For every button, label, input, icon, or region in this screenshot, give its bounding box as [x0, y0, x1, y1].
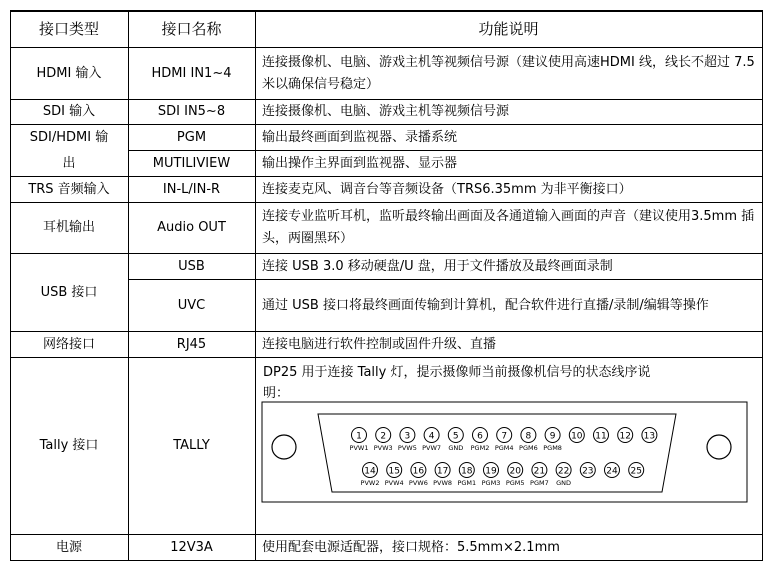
pin-10-number: 10 [571, 431, 583, 442]
dp25-connector-diagram [256, 358, 753, 533]
pin-1-label: PVW1 [349, 444, 369, 452]
row-usb-name: USB [178, 258, 205, 274]
row-sdi-desc: 连接摄像机、电脑、游戏主机等视频信号源 [262, 104, 510, 119]
mounting-hole-right [707, 435, 731, 459]
row-multiview-name: MUTILIVIEW [152, 155, 231, 171]
pin-14-label: PVW2 [360, 479, 380, 487]
tally-desc-cell [256, 358, 753, 533]
pin-25-number: 25 [630, 466, 642, 477]
pin-12-number: 12 [619, 431, 631, 442]
pin-15-number: 15 [388, 466, 400, 477]
row-headphone-type: 耳机输出 [42, 220, 95, 235]
row-output-type: SDI/HDMI 输出 [29, 129, 109, 171]
row-network-desc: 连接电脑进行软件控制或固件升级、直播 [262, 336, 497, 352]
pin-19-label: PGM3 [481, 479, 501, 487]
row-usb-desc: 连接 USB 3.0 移动硬盘/U 盘，用于文件播放及最终画面录制 [262, 258, 613, 274]
row-uvc-desc: 通过 USB 接口将最终画面传输到计算机，配合软件进行直播/录制/编辑等操作 [262, 297, 709, 313]
pin-18-label: PGM1 [457, 479, 477, 487]
header-interface-type: 接口类型 [38, 20, 99, 38]
pin-2-label: PVW3 [373, 444, 393, 452]
pin-1-number: 1 [356, 431, 362, 442]
pin-17-label: PVW8 [433, 479, 453, 487]
row-usb-type: USB 接口 [40, 284, 98, 300]
pin-7-label: PGM4 [494, 444, 514, 452]
pin-23-number: 23 [582, 466, 594, 477]
pin-14-number: 14 [364, 466, 376, 477]
pin-8-number: 8 [525, 431, 532, 442]
pin-4-label: PVW7 [422, 444, 442, 452]
row-power-desc: 使用配套电源适配器，接口规格：5.5mm×2.1mm [262, 539, 560, 555]
pin-15-label: PVW4 [384, 479, 404, 487]
pin-7-number: 7 [501, 431, 508, 442]
pin-16-label: PVW6 [408, 479, 428, 487]
row-sdi-name: SDI IN5~8 [157, 104, 226, 119]
row-hdmi-type: HDMI 输入 [36, 65, 102, 81]
row-trs-type: TRS 音频输入 [28, 181, 110, 197]
mounting-hole-left [272, 435, 296, 459]
row-headphone-name: Audio OUT [157, 220, 226, 235]
pin-9-number: 9 [549, 431, 556, 442]
pin-22-number: 22 [557, 466, 570, 477]
row-trs-name: IN-L/IN-R [162, 181, 221, 197]
pin-6-number: 6 [477, 431, 483, 442]
pin-5-label: GND [448, 444, 464, 452]
pin-8-label: PGM6 [519, 444, 538, 452]
header-function: 功能说明 [478, 20, 539, 38]
pin-13-number: 13 [643, 431, 656, 442]
pin-21-label: PGM7 [530, 479, 549, 487]
row-tally-name: TALLY [173, 438, 210, 453]
pin-2-number: 2 [380, 431, 387, 442]
row-power-name: 12V3A [170, 539, 213, 555]
row-multiview-desc: 输出操作主界面到监视器、显示器 [262, 155, 458, 171]
row-uvc-name: UVC [177, 297, 206, 313]
row-trs-desc: 连接麦克风、调音台等音频设备（TRS6.35mm 为非平衡接口） [262, 181, 632, 197]
row-power-type: 电源 [55, 539, 82, 555]
pin-6-label: PGM2 [470, 444, 490, 452]
pin-3-number: 3 [404, 431, 411, 442]
pin-11-number: 11 [595, 431, 607, 442]
pin-17-number: 17 [436, 466, 449, 477]
row-sdi-type: SDI 输入 [42, 104, 96, 119]
pin-21-number: 21 [533, 466, 546, 477]
row-headphone-desc: 连接专业监听耳机，监听最终输出画面及各通道输入画面的声音（建议使用3.5mm 插头，两圈黑环） [262, 209, 755, 246]
pin-9-label: PGM8 [543, 444, 562, 452]
pin-20-label: PGM5 [505, 479, 525, 487]
pin-4-number: 4 [428, 431, 435, 442]
pin-22-label: GND [556, 479, 572, 487]
row-pgm-name: PGM [176, 129, 207, 145]
row-network-name: RJ45 [176, 336, 207, 352]
row-hdmi-name: HDMI IN1~4 [151, 65, 232, 81]
pin-20-number: 20 [509, 466, 521, 477]
pin-24-number: 24 [606, 466, 618, 477]
pin-18-number: 18 [461, 466, 473, 477]
header-interface-name: 接口名称 [161, 20, 222, 38]
row-tally-desc: DP25 用于连接 Tally 灯，提示摄像师当前摄像机信号的状态线序说明： [263, 365, 651, 401]
pin-19-number: 19 [485, 466, 497, 477]
pin-3-label: PVW5 [397, 444, 417, 452]
pin-5-number: 5 [452, 431, 459, 442]
row-network-type: 网络接口 [42, 336, 95, 352]
row-hdmi-desc: 连接摄像机、电脑、游戏主机等视频信号源（建议使用高速HDMI 线，线长不超过 7.5 米以确保信号稳定） [262, 54, 755, 92]
row-pgm-desc: 输出最终画面到监视器、录播系统 [262, 129, 458, 145]
pin-16-number: 16 [412, 466, 425, 477]
row-tally-type: Tally 接口 [39, 438, 99, 453]
